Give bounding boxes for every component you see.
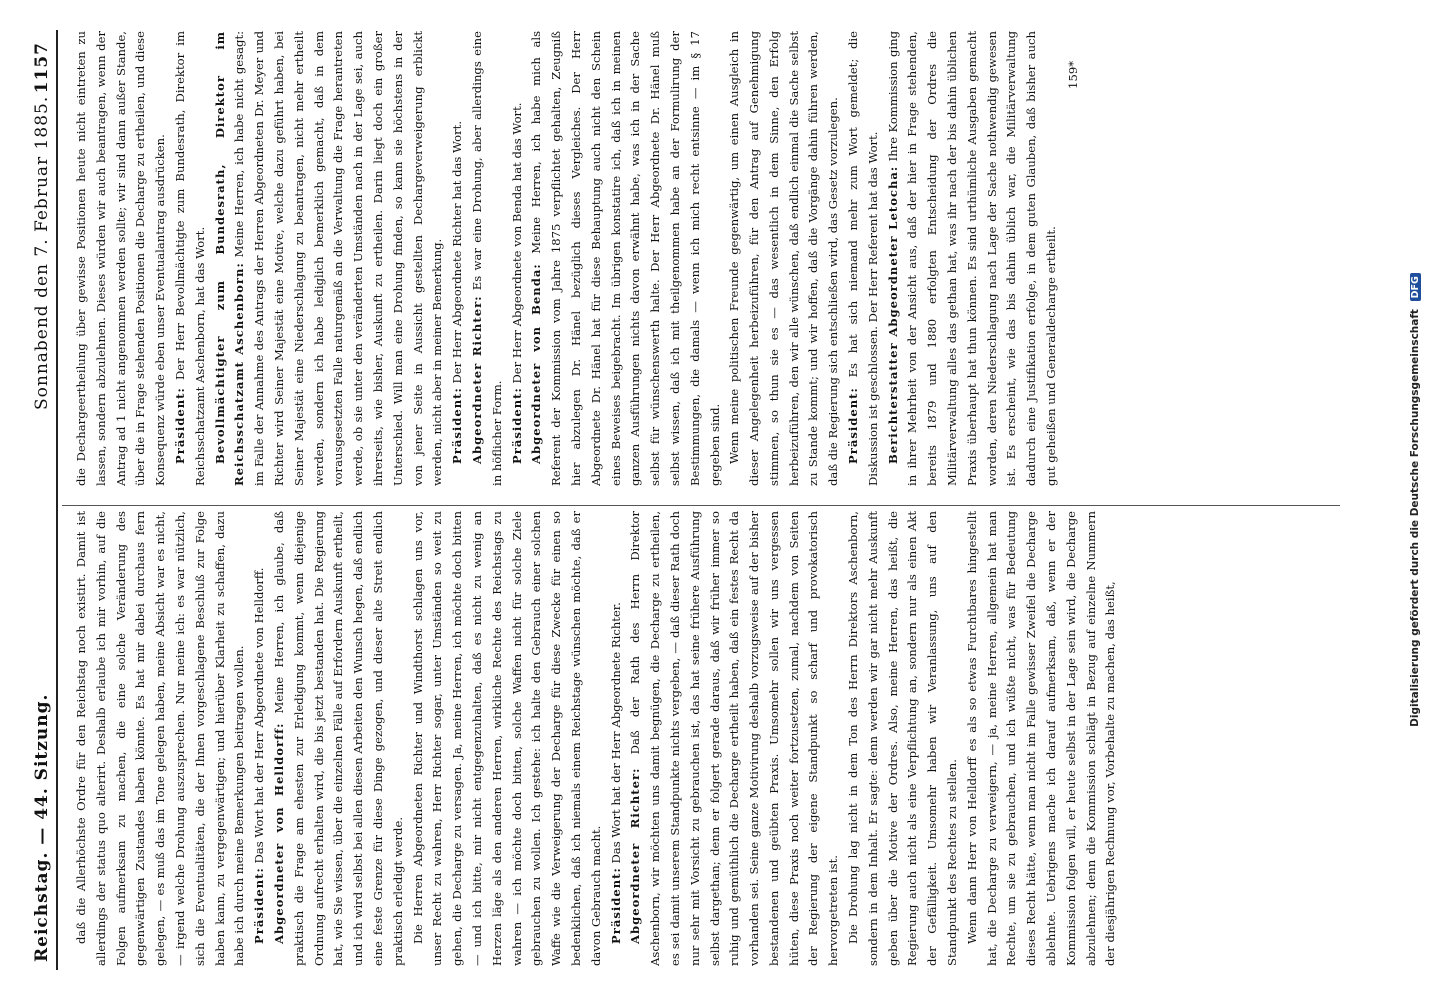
paragraph-text: Meine Herren, ich habe nicht gesagt: im Falle der Annahme des Antrags der Herren Abgeordneten Dr. Meyer und Richter wird Seiner Majestät eine Motive, welche dazu geführt haben, bei Seiner Majestät eine Niederschlagung zu beantragen, nicht mehr ertheilt werden, sondern ich habe lediglich bemerklich gemacht, daß in dem vorausgesetzten Falle naturgemäß an die Verwaltung die Frage herantreten werde, ob sie unter den veränderten Umständen nach in der Lage sei, auch ihrerseits, wie bisher, Auskunft zu ertheilen. Darin liegt doch ein großer Unterschied. Will man eine Drohung finden, so kann sie höchstens in der von jener Seite in Aussicht gestellten Dechargeverweigerung erblickt werden, nicht aber in meiner Bemerkung. [232,31,445,486]
paragraph-text: Wenn meine politischen Freunde gegenwärtig, um einen Ausgleich in dieser Angelegenheit herbeizuführen, für den Antrag auf Genehmigung stimmen, so thun sie es — das wesentlich in dem Sinne, den Erfolg herbeizuführen, den wir alle wünschen, daß endlich einmal die Sache selbst zu Stande kommt; und wir hoffen, daß die Vorgänge dahin führen werden, daß die Regierung sich entschließen wird, das Gesetz vorzulegen. [727,31,841,486]
paragraph-text: Meine Herren, ich glaube, daß praktisch die Frage am ehesten zur Erledigung kommt, wenn diejenige Ordnung aufrecht erhalten wird, die bis jetzt bestanden hat. Die Regierung hat, wie Sie wissen, über die einzelnen Fälle auf Erfordern Auskunft ertheilt, und ich wird selbst bei allen diesen Arbeiten den Wunsch hegen, daß endlich eine feste Grenze für diese Dinge gezogen, und dieser alte Streit endlich praktisch erledigt werde. [271,511,405,966]
paragraph [468,31,508,486]
paragraph-text: Der Herr Bevollmächtigte zum Bundesrath, Direktor im Reichsschatzamt Aschenborn, hat das Wort. [172,31,207,486]
paragraph-text: Das Wort hat der Herr Abgeordnete von Helldorff. [252,567,267,864]
paragraph [725,31,844,486]
speaker-name: Präsident: [846,387,861,464]
column-divider [62,505,1340,506]
paragraph-text: die Dechargeertheilung über gewisse Positionen heute nicht eintreten zu lassen, sondern abzulehnen. Dieses würden wir auch beantragen, wenn der Antrag ad 1 nicht angenommen werden sollte; wir sind dann außer Stande, über die in Frage stehenden Positionen die Decharge zu ertheilen, und diese Konsequenz würde eben unser Eventualantrag ausdrücken. [74,31,168,486]
speaker-name: Präsident: [172,387,187,464]
paragraph-text: Das Wort hat der Herr Abgeordnete Richter. [608,602,623,864]
dfg-logo: DFG [1410,273,1421,301]
paragraph [270,511,409,966]
paragraph-text: Wenn dann Herr von Helldorff es als so etwas Furchtbares hingestellt hat, die Decharge zu verweigern, — ja, meine Herren, allgemein hat man Rechte, um sie zu gebrauchen, und ich wüßte nicht, was für Bedeutung dieses Recht hätte, wenn man nicht im Falle gewisser Zweifel die Decharge ablehnte. Uebrigens mache ich darauf aufmerksam, daß, wenn er der Kommission folgen will, er heute selbst in der Lage sein wird, die Decharge abzulehnen; denn die Kommission schlägt in Bezug auf einzelne Nummern der diesjährigen Rechnung vor, Vorbehalte zu machen, das heißt, [964,511,1118,966]
speaker-name: Präsident: [509,387,524,464]
folio-mark: 159* [1065,61,1080,89]
paragraph [607,511,627,966]
speaker-name: Berichterstatter Abgeordneter Letocha: [885,165,900,464]
paragraph-text: Der Herr Abgeordnete von Benda hat das Wort. [509,102,524,384]
paragraph [211,31,449,486]
paragraph-text: Ihre Kommission ging in ihrer Mehrheit von der Ansicht aus, daß der hier in Frage stehenden, bereits 1879 und 1880 erfolgten Entscheidung der Ordres die Militärverwaltung alles das gethan hat, was ihr nach der bis dahin üblichen Praxis überhaupt hat thun können. Es sind urthümliche Ausgaben gemacht worden, deren Niederschlagung nach Lage der Sache nothwendig gewesen ist. Es erscheint, wie das bis dahin üblich war, die Militärverwaltung dadurch eine Justifikation erfolge, in dem guten Glauben, daß bisher auch gut geheißen und Generaldecharge ertheilt. [885,31,1059,486]
header-title: Reichstag. — 44. Sitzung. [32,693,52,962]
paragraph-text: Der Herr Abgeordnete Richter hat das Wort. [450,120,465,384]
speaker-name: Präsident: [450,387,465,464]
paragraph [527,31,725,486]
paragraph [448,31,468,486]
page-header [28,30,58,970]
paragraph [508,31,528,486]
paragraph-text: Meine Herren, ich habe mich als Referent der Kommission vom Jahre 1875 verpflichtet gehalten, Zeugniß hier abzulegen Dr. Hänel bezüglich dieses Vergleiches. Der Herr Abgeordnete Dr. Hänel hat für diese Behauptung auch nicht den Schein eines Beweises beigebracht. Im übrigen konstatire ich, daß ich in meinen ganzen Ausführungen nichts davon erwähnt habe, was ich in der Sache selbst für wünschenswerth halte. Der Herr Abgeordnete Dr. Hänel muß selbst wissen, daß ich mit theilgenommen habe an der Formulirung der Bestimmungen, die damals — wenn ich mich recht entsinne — im § 17 gegeben sind. [529,31,722,486]
paragraph [626,511,844,966]
speaker-name: Präsident: [608,867,623,944]
speaker-name: Abgeordneter Richter: [469,295,484,464]
paragraph [72,511,250,966]
paragraph [250,511,270,966]
paragraph-text: daß die Allerhöchste Ordre für den Reichstag noch existirt. Damit ist allerdings der status quo alterirt. Deshalb erlaube ich mir vorhin, auf die Folgen aufmerksam zu machen, die eine solche Veränderung des gegenwärtigen Zustandes haben könnte. Es hat mir dabei durchaus fern gelegen, — es muß das im Tone gelegen haben, meine Absicht war es nicht, — irgend welche Drohung auszusprechen. Nur meine ich: es war nützlich, sich die Eventualitäten, die der Ihnen vorgeschlagene Beschluß zur Folge haben kann, zu vergegenwärtigen; und hierüber Klarheit zu schaffen, dazu habe ich durch meine Bemerkungen beitragen wollen. [74,511,247,966]
left-column [72,511,1332,966]
paragraph-text: Es war eine Drohung, aber allerdings eine in höflicher Form. [469,31,504,486]
paragraph [844,511,963,966]
paragraph [844,31,884,486]
paragraph-text: Die Herren Abgeordneten Richter und Windthorst schlagen uns vor, unser Recht zu wahren, Herr Richter sogar, unter Umständen so weit zu gehen, die Decharge zu versagen. Ja, meine Herren, ich möchte doch bitten — und ich bitte, mir nicht entgegenzuhalten, daß es nicht zu wenig an Herzen läge als den anderen Herren, wirkliche Rechte des Reichstags zu wahren — ich möchte doch bitten, solche Waffen nicht für solche Ziele gebrauchen zu wollen. Ich gestehe: ich halte den Gebrauch einer solchen Waffe wie die Verweigerung der Decharge für diese Zwecke für einen so bedenklichen, daß ich niemals einem Reichstage wünschen möchte, daß er davon Gebrauch macht. [410,511,603,966]
header-date: Sonnabend den 7. Februar 1885. [32,95,52,410]
paragraph [884,31,1062,486]
speaker-name: Bevollmächtigter zum Bundesrath, Direktor im Reichsschatzamt Aschenborn: [212,31,247,486]
paragraph [963,511,1121,966]
paragraph-text: Die Drohung lag nicht in dem Ton des Herrn Direktors Aschenborn, sondern in dem Inhalt. Er sagte: denn werden wir gar nicht mehr Auskunft geben über die Motive der Ordres. Also, meine Herren, das heißt, die Regierung auch nicht als eine Verpflichtung an, sondern nur als einen Akt der Gefälligkeit. Umsomehr haben wir Veranlassung, uns auf den Standpunkt des Rechtes zu stellen. [846,511,960,966]
paragraph-text: Es hat sich niemand mehr zum Wort gemeldet; die Diskussion ist geschlossen. Der Herr Referent hat das Wort. [846,31,880,486]
speaker-name: Abgeordneter von Helldorff: [271,722,286,944]
speaker-name: Abgeordneter Richter: [628,767,643,944]
right-column [72,31,1332,486]
page-number: 1157 [32,42,52,94]
paragraph-text: Daß der Rath des Herrn Direktor Aschenborn, wir möchten uns damit begnügen, die Decharge zu ertheilen, es sei damit unserem Standpunkte nichts vergeben, — daß dieser Rath doch nur sehr mit Vorsicht zu gebrauchen ist, das hat seine frühere Ausführung selbst dargethan; denn er folgert gerade daraus, daß wir früher immer so ruhig und gemüthlich die Decharge ertheilt haben, daß ein festes Recht da vorhanden sei. Seine ganze Motivirung deshalb vorzugsweise auf der bisher bestandenen und geübten Praxis. Umsomehr sollen wir uns vergessen hüten, diese Praxis noch weiter fortzusetzen, zumal, nachdem von Seiten der Regierung der eigene Standpunkt so scharf und provokatorisch hervorgetreten ist. [628,511,841,966]
speaker-name: Abgeordneter von Benda: [529,263,544,464]
paragraph [72,31,171,486]
digitization-credit-text: Digitalisierung gefördert durch die Deutsche Forschungsgemeinschaft [1409,309,1421,727]
speaker-name: Präsident: [252,867,267,944]
paragraph [171,31,211,486]
paragraph [409,511,607,966]
digitization-credit [1409,0,1423,1000]
